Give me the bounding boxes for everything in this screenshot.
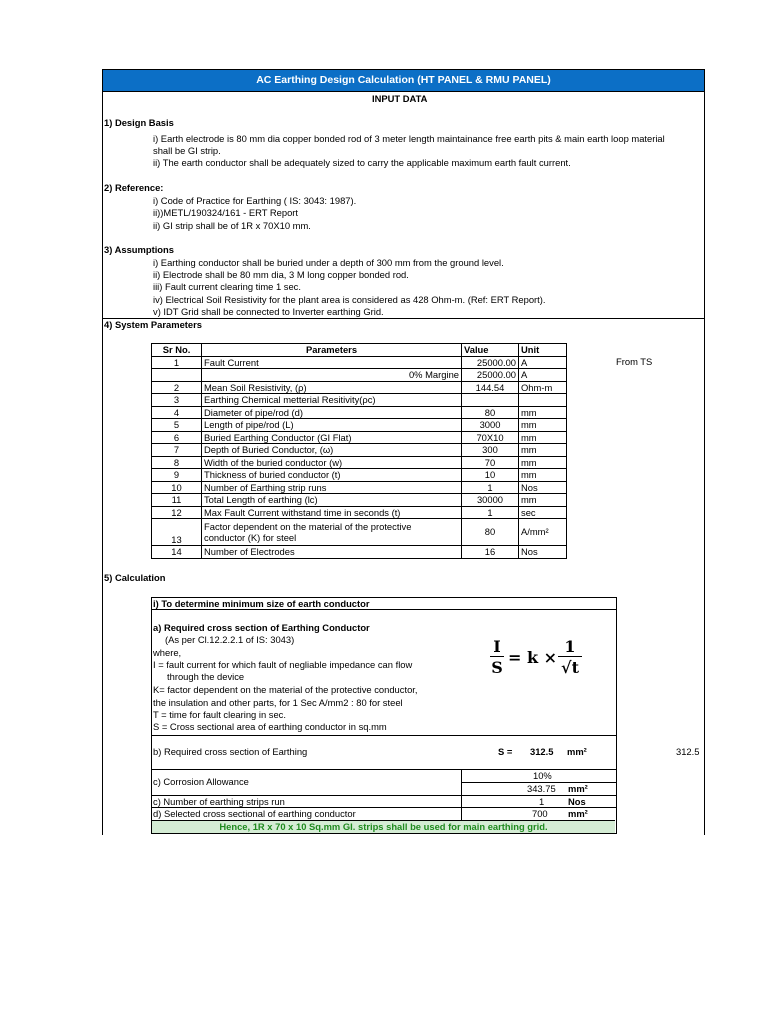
req-line: through the device — [167, 671, 245, 682]
param-line: conductor (K) for steel — [204, 532, 297, 543]
value-cell: 25000.00 — [462, 356, 519, 369]
value-cell: 300 — [462, 444, 519, 457]
unit-cell: mm — [519, 469, 567, 482]
param-cell: 0% Margine — [202, 369, 462, 382]
sheet-title: AC Earthing Design Calculation (HT PANEL & RMU PANEL) — [103, 70, 704, 92]
reference-line: ii) GI strip shall be of 1R x 70X10 mm. — [153, 220, 311, 231]
column-header: Unit — [519, 344, 567, 357]
value-cell: 1 — [462, 481, 519, 494]
unit-cell: Ohm-m — [519, 381, 567, 394]
b-side-value: 312.5 — [676, 746, 700, 757]
param-cell: Number of Electrodes — [202, 546, 462, 559]
unit-cell: Nos — [519, 546, 567, 559]
b-s-label: S = — [498, 746, 513, 757]
value-cell: 1 — [462, 506, 519, 519]
value-cell: 144.54 — [462, 381, 519, 394]
conclusion-row — [152, 820, 615, 833]
input-data-heading: INPUT DATA — [372, 93, 428, 104]
value-cell: 25000.00 — [462, 369, 519, 382]
column-header: Value — [462, 344, 519, 357]
runs-label: c) Number of earthing strips run — [153, 796, 285, 807]
value-cell: 10 — [462, 469, 519, 482]
design-basis-heading: 1) Design Basis — [104, 117, 174, 128]
unit-cell: sec — [519, 506, 567, 519]
sr-cell: 2 — [152, 381, 202, 394]
system-parameters-heading: 4) System Parameters — [104, 319, 202, 330]
sr-cell: 7 — [152, 444, 202, 457]
value-cell: 3000 — [462, 419, 519, 432]
param-line: Factor dependent on the material of the protective — [204, 520, 412, 532]
table-row — [152, 444, 567, 457]
table-row — [152, 494, 567, 507]
runs-value: 1 — [539, 796, 545, 807]
column-header: Sr No. — [152, 344, 202, 357]
table-row — [152, 469, 567, 482]
param-cell: Fault Current — [202, 356, 462, 369]
unit-cell — [519, 394, 567, 407]
unit-cell: mm — [519, 406, 567, 419]
formula-sqrt: √t — [561, 658, 579, 677]
req-title: a) Required cross section of Earthing Conductor — [153, 622, 370, 633]
value-cell: 70 — [462, 456, 519, 469]
sr-cell: 14 — [152, 546, 202, 559]
req-line: where, — [153, 647, 182, 658]
b-value: 312.5 — [530, 746, 554, 757]
sr-cell: 10 — [152, 481, 202, 494]
param-cell: Earthing Chemical metterial Resitivity(ρc) — [202, 394, 462, 407]
sr-cell: 8 — [152, 456, 202, 469]
sr-cell: 11 — [152, 494, 202, 507]
assumption-line: v) IDT Grid shall be connected to Inverter earthing Grid. — [153, 306, 384, 317]
table-header-row — [152, 344, 567, 357]
table-row — [152, 419, 567, 432]
side-note: From TS — [616, 356, 653, 367]
c-value: 343.75 — [527, 783, 556, 794]
c-label: c) Corrosion Allowance — [153, 776, 249, 787]
fraction-bar — [558, 656, 582, 657]
param-cell: Depth of Buried Conductor, (ω) — [202, 444, 462, 457]
table-row — [152, 394, 567, 407]
table-row — [152, 431, 567, 444]
unit-cell: mm — [519, 431, 567, 444]
assumption-line: iii) Fault current clearing time 1 sec. — [153, 281, 301, 292]
param-cell: Width of the buried conductor (w) — [202, 456, 462, 469]
unit-cell: mm — [519, 456, 567, 469]
value-cell — [462, 394, 519, 407]
sr-cell: 4 — [152, 406, 202, 419]
param-cell: Length of pipe/rod (L) — [202, 419, 462, 432]
unit-cell: A — [519, 369, 567, 382]
conclusion-text: Hence, 1R x 70 x 10 Sq.mm GI. strips shall be used for main earthing grid. — [219, 821, 548, 832]
reference-line: ii))METL/190324/161 - ERT Report — [153, 207, 299, 218]
sr-cell: 5 — [152, 419, 202, 432]
table-row — [152, 381, 567, 394]
sr-cell: 12 — [152, 506, 202, 519]
assumption-line: ii) Electrode shall be 80 mm dia, 3 M long copper bonded rod. — [153, 269, 409, 280]
param-cell: Number of Earthing strip runs — [202, 481, 462, 494]
sr-cell: 3 — [152, 394, 202, 407]
calculation-heading: 5) Calculation — [104, 572, 166, 583]
value-cell: 80 — [462, 519, 519, 546]
value-cell: 30000 — [462, 494, 519, 507]
req-line: I = fault current for which fault of negliable impedance can flow — [153, 659, 413, 670]
formula-eq: = k × — [508, 648, 558, 667]
assumptions-heading: 3) Assumptions — [104, 244, 174, 255]
table-row — [152, 519, 567, 546]
param-cell: Max Fault Current withstand time in seconds (t) — [202, 506, 462, 519]
param-cell: Mean Soil Resistivity, (ρ) — [202, 381, 462, 394]
req-line: T = time for fault clearing in sec. — [153, 709, 286, 720]
reference-heading: 2) Reference: — [104, 182, 164, 193]
calc-section-title: i) To determine minimum size of earth conductor — [153, 598, 370, 609]
sr-cell — [152, 369, 202, 382]
unit-cell: mm — [519, 419, 567, 432]
value-cell: 70X10 — [462, 431, 519, 444]
selected-unit: mm² — [568, 808, 588, 819]
design-basis-line: shall be GI strip. — [153, 145, 221, 156]
param-cell: Thickness of buried conductor (t) — [202, 469, 462, 482]
table-row — [152, 481, 567, 494]
formula-den: S — [491, 658, 503, 677]
req-line: the insulation and other parts, for 1 Sec A/mm2 : 80 for steel — [153, 697, 403, 708]
sr-cell: 13 — [152, 519, 202, 546]
table-row — [152, 546, 567, 559]
req-line: K= factor dependent on the material of the protective conductor, — [153, 684, 418, 695]
unit-cell: A/mm² — [519, 519, 567, 546]
column-header: Parameters — [202, 344, 462, 357]
selected-value: 700 — [532, 808, 548, 819]
unit-cell: Nos — [519, 481, 567, 494]
param-cell: Buried Earthing Conductor (GI Flat) — [202, 431, 462, 444]
table-row — [152, 506, 567, 519]
table-row — [152, 356, 567, 369]
sr-cell: 1 — [152, 356, 202, 369]
value-cell: 16 — [462, 546, 519, 559]
unit-cell: A — [519, 356, 567, 369]
system-parameters-table — [151, 343, 567, 559]
sr-cell: 6 — [152, 431, 202, 444]
runs-unit: Nos — [568, 796, 586, 807]
conductor-formula — [390, 570, 579, 677]
design-basis-line: ii) The earth conductor shall be adequately sized to carry the applicable maximum earth fault current. — [153, 157, 571, 168]
table-row — [152, 456, 567, 469]
formula-num: I — [493, 637, 501, 656]
table-row — [152, 369, 567, 382]
param-cell — [202, 519, 462, 546]
req-line: (As per Cl.12.2.2.1 of IS: 3043) — [165, 634, 295, 645]
unit-cell: mm — [519, 494, 567, 507]
b-label: b) Required cross section of Earthing — [153, 746, 308, 757]
box-divider — [151, 735, 616, 736]
sr-cell: 9 — [152, 469, 202, 482]
selected-label: d) Selected cross sectional of earthing conductor — [153, 808, 356, 819]
assumption-line: i) Earthing conductor shall be buried under a depth of 300 mm from the ground level. — [153, 257, 504, 268]
reference-line: i) Code of Practice for Earthing ( IS: 3043: 1987). — [153, 195, 357, 206]
c-unit: mm² — [568, 783, 588, 794]
design-basis-line: i) Earth electrode is 80 mm dia copper bonded rod of 3 meter length maintainance free earth pits & main earth loop material — [153, 133, 665, 144]
req-line: S = Cross sectional area of earthing conductor in sq.mm — [153, 721, 387, 732]
c-percent: 10% — [533, 770, 552, 781]
value-cell: 80 — [462, 406, 519, 419]
b-unit: mm² — [567, 746, 587, 757]
assumption-line: iv) Electrical Soil Resistivity for the plant area is considered as 428 Ohm-m. (Ref: ERT Report). — [153, 294, 546, 305]
fraction-bar — [490, 656, 504, 657]
param-cell: Diameter of pipe/rod (d) — [202, 406, 462, 419]
unit-cell: mm — [519, 444, 567, 457]
formula-one: 1 — [564, 637, 576, 656]
param-cell: Total Length of earthing (lc) — [202, 494, 462, 507]
table-row — [152, 406, 567, 419]
